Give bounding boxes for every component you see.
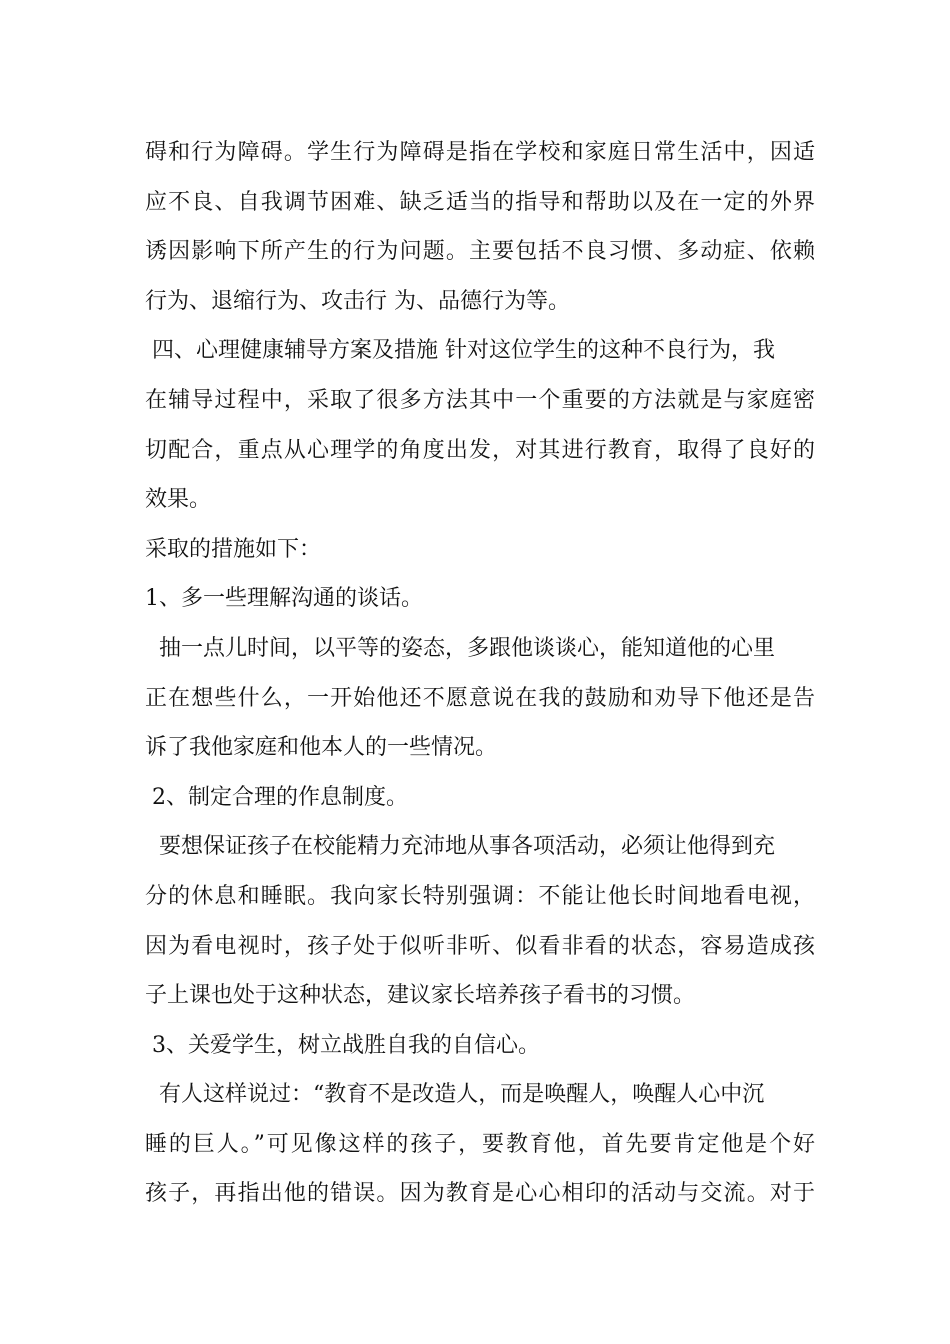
text-line-7: 切配合，重点从心理学的角度出发，对其进行教育，取得了良好的 <box>145 437 815 463</box>
text-line-22: 孩子，再指出他的错误。因为教育是心心相印的活动与交流。对于 <box>145 1181 815 1207</box>
text-line-3: 诱因影响下所产生的行为问题。主要包括不良习惯、多动症、依赖 <box>145 239 815 265</box>
text-line-11: 抽一点儿时间，以平等的姿态，多跟他谈谈心，能知道他的心里 <box>145 635 775 661</box>
text-line-9: 采取的措施如下： <box>145 536 322 562</box>
text-line-17: 因为看电视时，孩子处于似听非听、似看非看的状态，容易造成孩 <box>145 933 815 959</box>
text-line-16: 分的休息和睡眠。我向家长特别强调：不能让他长时间地看电视， <box>145 883 815 909</box>
section-heading-4: 四、心理健康辅导方案及措施 针对这位学生的这种不良行为，我 <box>145 338 775 364</box>
text-line-15: 要想保证孩子在校能精力充沛地从事各项活动，必须让他得到充 <box>145 834 775 860</box>
body-text <box>145 128 815 1219</box>
text-line-18: 子上课也处于这种状态，建议家长培养孩子看书的习惯。 <box>145 983 696 1009</box>
text-line-8: 效果。 <box>145 487 212 513</box>
text-line-12: 正在想些什么，一开始他还不愿意说在我的鼓励和劝导下他还是告 <box>145 685 815 711</box>
text-line-4: 行为、退缩行为、攻击行 为、品德行为等。 <box>145 288 570 314</box>
text-line-21: 睡的巨人。”可见像这样的孩子，要教育他，首先要肯定他是个好 <box>145 1131 815 1157</box>
text-line-1: 碍和行为障碍。学生行为障碍是指在学校和家庭日常生活中，因适 <box>145 140 815 165</box>
text-line-6: 在辅导过程中，采取了很多方法其中一个重要的方法就是与家庭密 <box>145 387 815 413</box>
text-line-2: 应不良、自我调节困难、缺乏适当的指导和帮助以及在一定的外界 <box>145 189 815 215</box>
item-heading-3: 3、关爱学生，树立战胜自我的自信心。 <box>145 1032 540 1058</box>
text-line-13: 诉了我他家庭和他本人的一些情况。 <box>145 735 498 761</box>
item-heading-2: 2、制定合理的作息制度。 <box>145 784 408 810</box>
text-line-20: 有人这样说过：“教育不是改造人，而是唤醒人，唤醒人心中沉 <box>145 1082 765 1108</box>
item-heading-1: 1、多一些理解沟通的谈话。 <box>145 586 423 612</box>
